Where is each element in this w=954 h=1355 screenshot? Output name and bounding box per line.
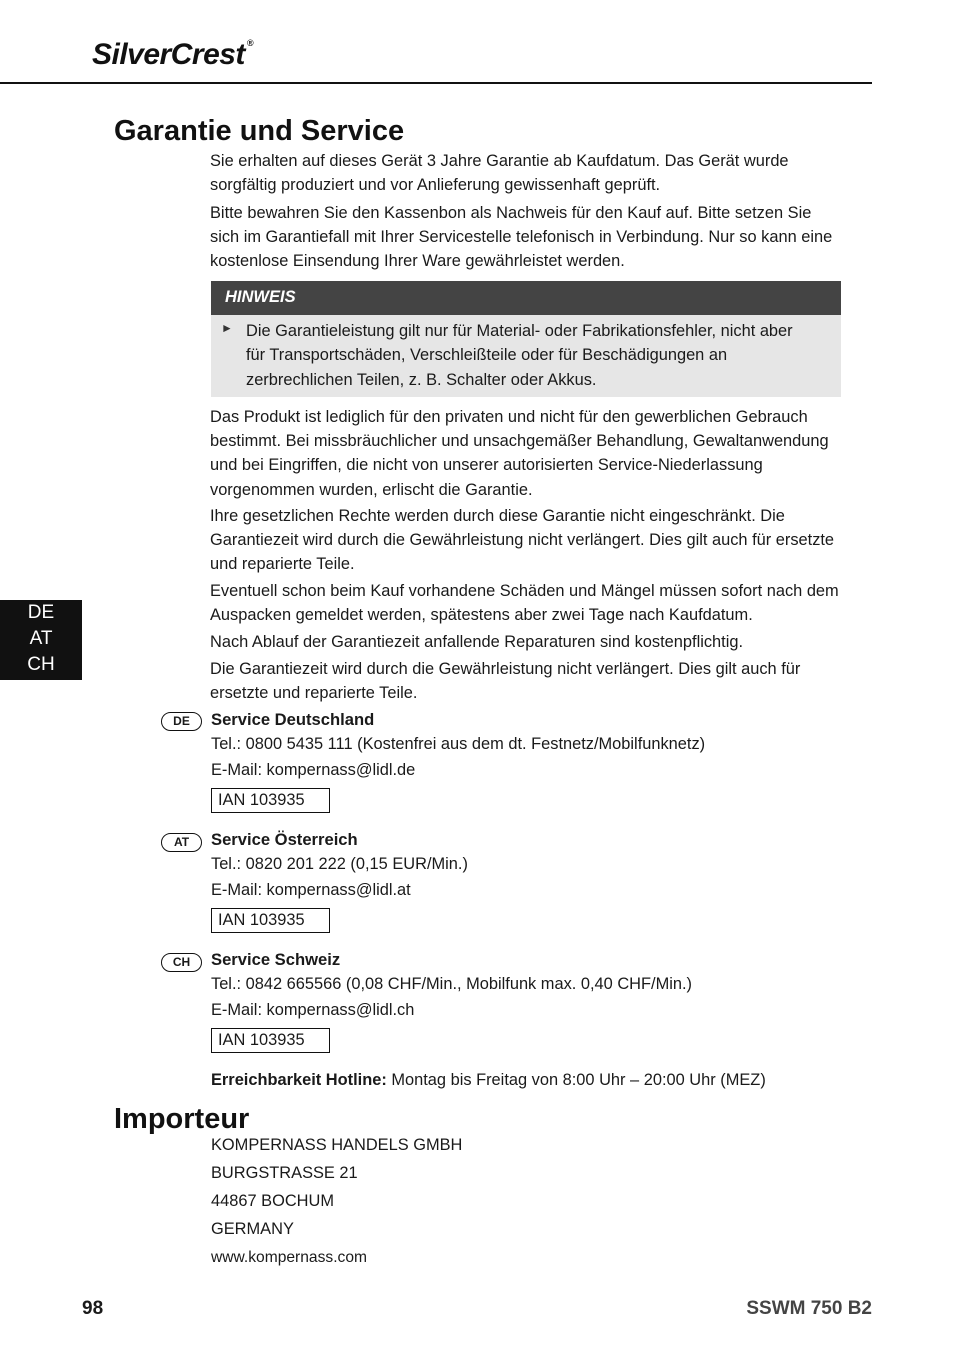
importer-website: www.kompernass.com — [211, 1249, 367, 1266]
country-badge-de: DE — [161, 712, 202, 731]
notice-heading: HINWEIS — [211, 281, 841, 315]
page-number: 98 — [82, 1298, 104, 1319]
brand-logo: SilverCrest ® — [92, 38, 254, 71]
service-tel: Tel.: 0800 5435 111 (Kostenfrei aus dem dt. Festnetz/Mobilfunknetz) — [211, 735, 706, 753]
importer-line: 44867 BOCHUM — [211, 1192, 334, 1210]
paragraph: Bitte bewahren Sie den Kassenbon als Nachweis für den Kauf auf. Bitte setzen Sie sich im Garantiefall mit Ihrer Servicestelle telefonisch in Verbindung. Nur so kann eine kostenlose Einsendung Ihrer Ware gewährleistet werden. — [210, 204, 833, 271]
paragraph: Eventuell schon beim Kauf vorhandene Schäden und Mängel müssen sofort nach dem Auspacken gemeldet werden, spätestens aber zwei Tage nach Kaufdatum. — [210, 582, 839, 625]
service-email: E-Mail: kompernass@lidl.ch — [211, 1001, 415, 1019]
arrow-right-icon: ► — [221, 321, 233, 335]
importer-line: GERMANY — [211, 1220, 294, 1238]
service-tel: Tel.: 0820 201 222 (0,15 EUR/Min.) — [211, 855, 468, 873]
service-email: E-Mail: kompernass@lidl.de — [211, 761, 416, 779]
notice-box — [211, 315, 841, 397]
service-email: E-Mail: kompernass@lidl.at — [211, 881, 411, 899]
country-badge-ch: CH — [161, 953, 202, 972]
country-badge-at: AT — [161, 833, 202, 852]
paragraph: Nach Ablauf der Garantiezeit anfallende Reparaturen sind kostenpflichtig. — [210, 633, 744, 651]
service-title: Service Deutschland — [211, 710, 375, 729]
hotline-info — [211, 1071, 766, 1090]
service-tel: Tel.: 0842 665566 (0,08 CHF/Min., Mobilfunk max. 0,40 CHF/Min.) — [211, 975, 692, 993]
side-tab-ch: CH — [27, 654, 55, 675]
paragraph: Die Garantiezeit wird durch die Gewährleistung nicht verlängert. Dies gilt auch für ersetzte und reparierte Teile. — [210, 660, 801, 703]
header-divider — [0, 82, 872, 84]
paragraph: Das Produkt ist lediglich für den privaten und nicht für den gewerblichen Gebrauch bestimmt. Bei missbräuchlicher und unsachgemäßer Behandlung, Gewaltanwendung und bei Eingriffen, die nicht von unserer autorisierten Service-Niederlassung vorgenommen wurden, erlischt die Garantie. — [210, 408, 829, 499]
importer-line: KOMPERNASS HANDELS GMBH — [211, 1136, 463, 1154]
ian-box: IAN 103935 — [211, 788, 330, 813]
section-title-importeur: Importeur — [114, 1103, 250, 1135]
service-title: Service Schweiz — [211, 950, 341, 969]
paragraph: Sie erhalten auf dieses Gerät 3 Jahre Garantie ab Kaufdatum. Das Gerät wurde sorgfältig produziert und vor Anlieferung gewissenhaft geprüft. — [210, 152, 789, 195]
model-number: SSWM 750 B2 — [746, 1298, 872, 1319]
paragraph: Ihre gesetzlichen Rechte werden durch diese Garantie nicht eingeschränkt. Die Garantiezeit wird durch die Gewährleistung nicht verlängert. Dies gilt auch für ersetzte und reparierte Teile. — [210, 507, 835, 574]
ian-box: IAN 103935 — [211, 1028, 330, 1053]
side-tab-at: AT — [29, 628, 53, 649]
hotline-text: Montag bis Freitag von 8:00 Uhr – 20:00 Uhr (MEZ) — [391, 1071, 766, 1089]
section-title-garantie: Garantie und Service — [114, 115, 405, 147]
hotline-label: Erreichbarkeit Hotline: — [211, 1071, 387, 1089]
side-tab-de: DE — [27, 602, 55, 623]
notice-text: Die Garantieleistung gilt nur für Material- oder Fabrikationsfehler, nicht aber für Transportschäden, Verschleißteile oder für Beschädigungen an zerbrechlichen Teilen, z. B. Schalter oder Akkus. — [246, 322, 793, 389]
language-side-tab — [0, 600, 82, 680]
ian-box: IAN 103935 — [211, 908, 330, 933]
importer-line: BURGSTRASSE 21 — [211, 1164, 358, 1182]
service-title: Service Österreich — [211, 830, 358, 849]
